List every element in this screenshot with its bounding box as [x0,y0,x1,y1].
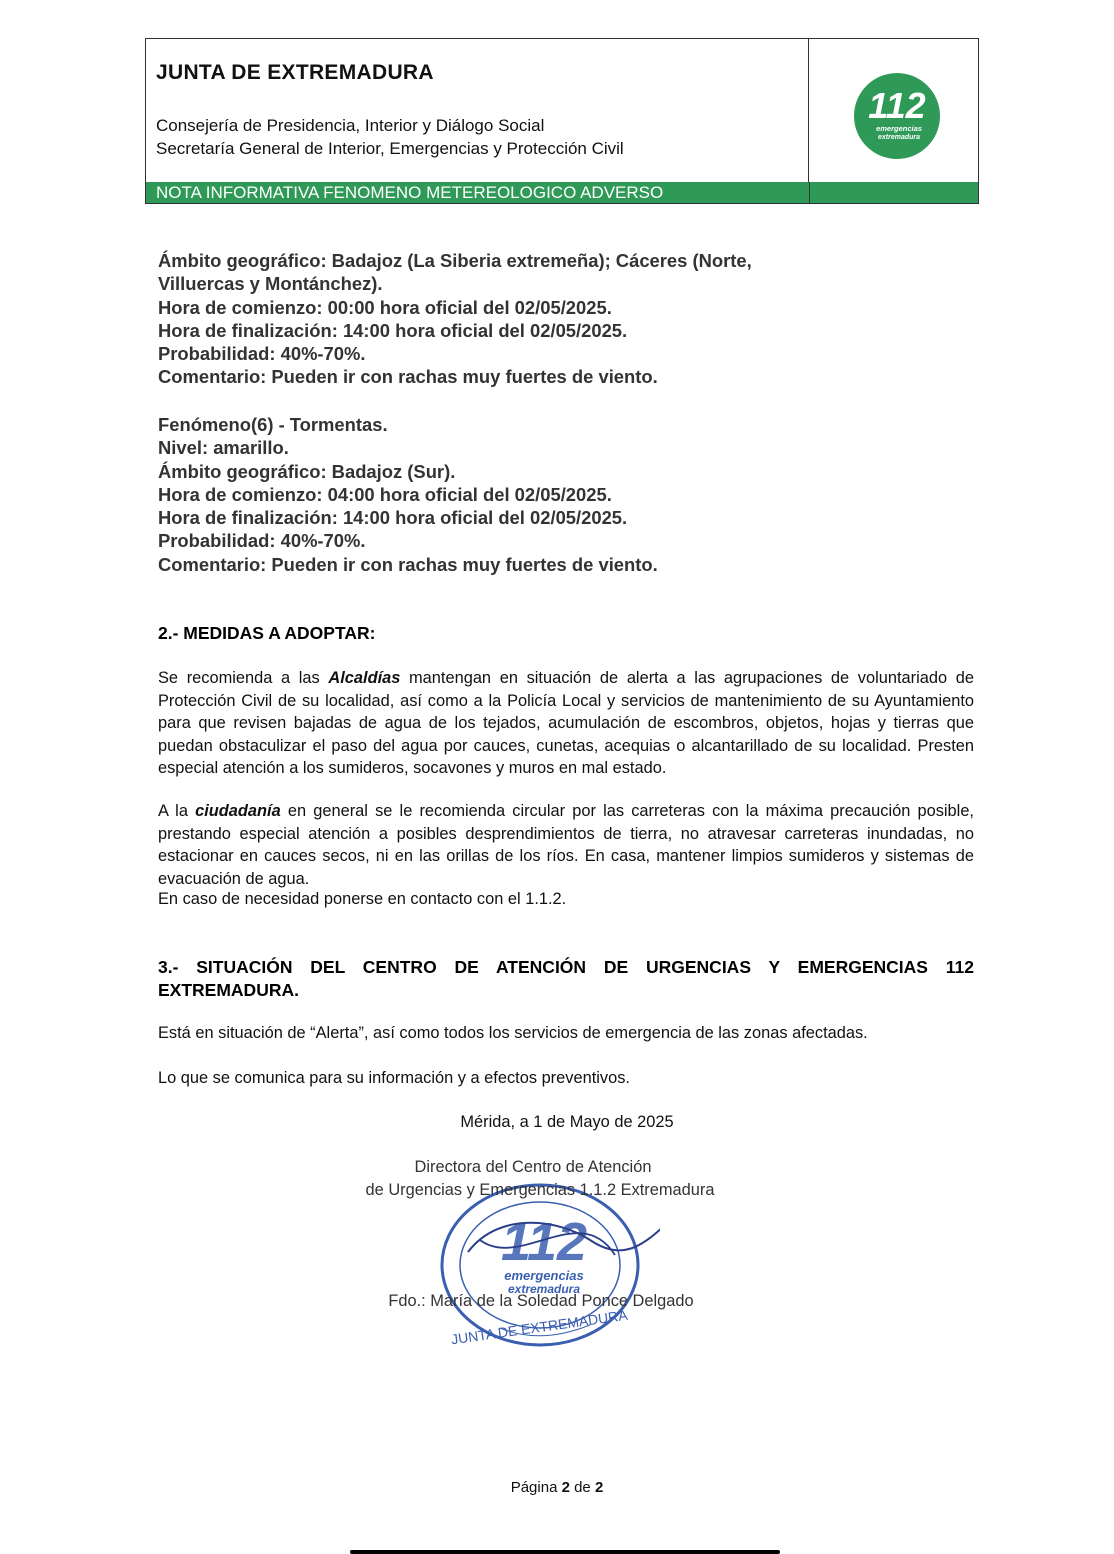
block1-line: Comentario: Pueden ir con rachas muy fuertes de viento. [158,366,658,388]
block2-line: Hora de finalización: 14:00 hora oficial del 02/05/2025. [158,507,628,529]
block1-line: Hora de finalización: 14:00 hora oficial del 02/05/2025. [158,319,628,341]
current-page: 2 [561,1479,570,1496]
phenomenon-block-1 [158,249,974,389]
alcaldias-emphasis: Alcaldías [328,669,401,687]
para2-intro: A la [158,802,196,820]
block1-line: Probabilidad: 40%-70%. [158,343,366,365]
closing-line: Lo que se comunica para su información y a efectos preventivos. [158,1069,630,1087]
block2-line: Comentario: Pueden ir con rachas muy fuertes de viento. [158,553,658,575]
svg-text:emergencias: emergencias [876,124,922,133]
section-3-title-line1: 3.- SITUACIÓN DEL CENTRO DE ATENCIÓN DE URGENCIAS Y EMERGENCIAS 112 [158,957,974,977]
home-indicator-bar [350,1550,780,1554]
section-3-title-line2: EXTREMADURA. [158,980,299,1000]
block1-line: Hora de comienzo: 00:00 hora oficial del 02/05/2025. [158,296,612,318]
phenomenon-block-2 [158,413,974,576]
page-label: Página [510,1479,562,1496]
signer-role-line1: Directora del Centro de Atención [414,1158,652,1176]
emergencias-112-logo [854,73,940,159]
block2-line: Hora de comienzo: 04:00 hora oficial del 02/05/2025. [158,483,612,505]
alert-status-line: Está en situación de “Alerta”, así como todos los servicios de emergencia de las zonas afectadas. [158,1024,868,1042]
section-2-title: 2.- MEDIDAS A ADOPTAR: [158,623,376,643]
document-type-banner: NOTA INFORMATIVA FENOMENO METEREOLOGICO ADVERSO [146,182,978,203]
block2-line: Ámbito geográfico: Badajoz (Sur). [158,460,456,482]
page-number [0,1479,1114,1496]
section-3-title [158,956,974,1002]
svg-text:112: 112 [868,85,926,126]
ciudadania-emphasis: ciudadanía [195,802,281,820]
department-line: Consejería de Presidencia, Interior y Diálogo Social [156,116,545,135]
block2-line: Fenómeno(6) - Tormentas. [158,414,388,435]
block1-line: Villuercas y Montánchez). [158,273,383,295]
total-pages: 2 [594,1479,604,1496]
block1-line: Ámbito geográfico: Badajoz (La Siberia extremeña); Cáceres (Norte, [158,250,752,271]
contact-line: En caso de necesidad ponerse en contacto con el 1.1.2. [158,890,567,908]
svg-text:emergencias: emergencias [504,1268,584,1283]
page-of: de [569,1479,595,1496]
place-and-date: Mérida, a 1 de Mayo de 2025 [460,1113,674,1131]
signer-role-line2: de Urgencias y Emergencias 1.1.2 Extremadura [365,1181,715,1199]
header-text-area [146,39,809,182]
block2-line: Nivel: amarillo. [158,437,289,459]
document-header [145,38,979,204]
para1-intro: Se recomienda a las [158,669,329,687]
citizens-recommendation-paragraph [158,800,974,890]
para2-text: en general se le recomienda circular por las carreteras con la máxima precaución posible, prestando especial atención a posibles desprendimientos de tierra, no atravesar carreteras inundadas, no estacionar en cauces secos, ni en las orillas de los ríos. En casa, mantener limpios sumideros y sistemas de evacuación de agua. [158,802,974,888]
secretariat-line: Secretaría General de Interior, Emergencias y Protección Civil [156,139,624,158]
para1-text: mantengan en situación de alerta a las agrupaciones de voluntariado de Protección Civil de su localidad, así como a la Policía Local y servicios de mantenimiento de su Ayuntamiento para que revisen bajadas de agua de los tejados, acumulación de escombros, objetos, hojas y tierras que puedan obstaculizar el paso del agua por cauces, cunetas, acequias o alcantarillado de su localidad. Presten especial atención a los sumideros, socavones y muros en mal estado. [158,669,974,777]
mayors-recommendation-paragraph [158,667,974,780]
svg-text:extremadura: extremadura [507,1282,581,1296]
svg-text:extremadura: extremadura [877,134,921,141]
banner-right-cell [809,182,978,203]
block2-line: Probabilidad: 40%-70%. [158,530,366,552]
signer-name: Fdo.: María de la Soledad Ponce Delgado [388,1292,694,1310]
official-stamp [440,1180,660,1350]
organization-name: JUNTA DE EXTREMADURA [156,61,434,84]
svg-text:JUNTA DE EXTREMADURA: JUNTA DE EXTREMADURA [450,1306,629,1348]
svg-text:112: 112 [500,1212,588,1272]
